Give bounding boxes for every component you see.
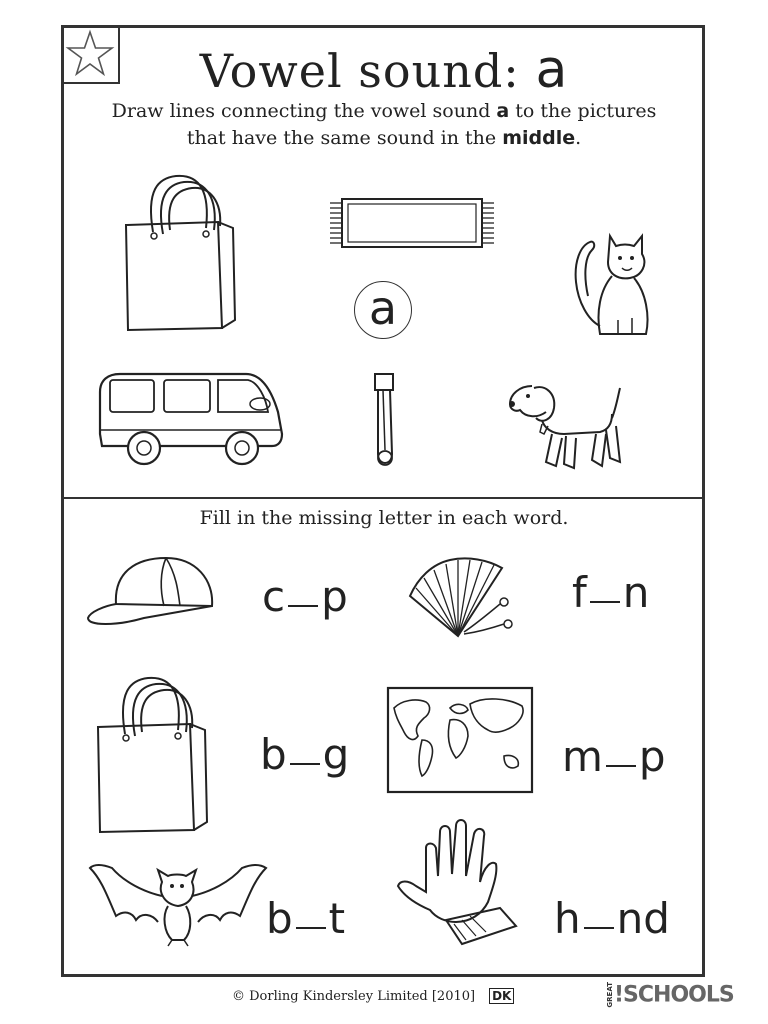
map-picture xyxy=(384,684,536,796)
rug-picture[interactable] xyxy=(328,195,498,253)
title-text: Vowel sound: xyxy=(199,44,520,98)
word-cap[interactable] xyxy=(262,572,348,621)
instr-line1-bold: a xyxy=(496,100,510,122)
word-map-blank[interactable] xyxy=(606,765,636,767)
instr-line1-pre: Draw lines connecting the vowel sound xyxy=(111,100,497,122)
bat-picture xyxy=(88,852,268,948)
instructions xyxy=(0,98,768,152)
word-bat-end: t xyxy=(328,894,346,943)
map-icon xyxy=(384,684,536,796)
vowel-letter-circle[interactable]: a xyxy=(354,281,412,339)
section-divider xyxy=(61,497,705,499)
word-cap-blank[interactable] xyxy=(288,605,318,607)
cap-icon xyxy=(86,552,220,632)
hand-picture xyxy=(396,818,518,948)
word-bag-end: g xyxy=(322,730,350,779)
word-bat-start: b xyxy=(266,894,293,943)
bag-icon xyxy=(118,170,243,335)
van-icon xyxy=(96,370,286,470)
word-bag[interactable] xyxy=(260,730,349,779)
fan-picture xyxy=(406,552,518,644)
cap-picture xyxy=(86,552,220,632)
great-text: GREAT xyxy=(606,982,614,1008)
page-title xyxy=(0,40,768,100)
word-cap-end: p xyxy=(321,572,348,621)
word-bat-blank[interactable] xyxy=(296,927,326,929)
instr-line2-bold: middle xyxy=(502,127,576,149)
word-cap-start: c xyxy=(262,572,286,621)
bat-icon xyxy=(88,852,268,948)
cat-picture[interactable] xyxy=(560,230,660,342)
schools-text: !SCHOOLS xyxy=(614,982,734,1008)
word-fan[interactable] xyxy=(572,568,649,617)
word-fan-start: f xyxy=(572,568,587,617)
word-map-start: m xyxy=(562,732,603,781)
copyright-text: © Dorling Kindersley Limited [2010] xyxy=(232,989,476,1004)
dk-logo: DK xyxy=(489,988,514,1004)
dog-picture[interactable] xyxy=(504,378,628,478)
instr-line1-post: to the pictures xyxy=(509,100,657,122)
safety-pin-picture[interactable] xyxy=(366,370,402,472)
word-map-end: p xyxy=(638,732,666,781)
word-bat[interactable] xyxy=(266,894,345,943)
bag-picture-2 xyxy=(90,672,215,837)
word-hand-start: h xyxy=(554,894,581,943)
footer-copyright xyxy=(232,988,514,1004)
fan-icon xyxy=(406,552,518,644)
word-map[interactable] xyxy=(562,732,666,781)
word-hand[interactable] xyxy=(554,894,670,943)
rug-icon xyxy=(328,195,498,253)
word-bag-blank[interactable] xyxy=(290,763,320,765)
title-letter: a xyxy=(535,40,569,100)
schools-word: SCHOOLS xyxy=(623,982,734,1008)
greatschools-logo[interactable] xyxy=(606,982,734,1008)
instr-line2-pre: that have the same sound in the xyxy=(186,127,503,149)
dog-icon xyxy=(504,378,628,478)
word-fan-blank[interactable] xyxy=(590,601,620,603)
bag-picture-1[interactable] xyxy=(118,170,243,335)
word-hand-blank[interactable] xyxy=(584,927,614,929)
cat-icon xyxy=(560,230,660,342)
word-bag-start: b xyxy=(260,730,287,779)
word-fan-end: n xyxy=(622,568,650,617)
hand-icon xyxy=(396,818,518,948)
safety-pin-icon xyxy=(366,370,402,472)
instr-line2-post: . xyxy=(575,127,582,149)
van-picture[interactable] xyxy=(96,370,286,470)
bag-icon xyxy=(90,672,215,837)
word-hand-end: nd xyxy=(616,894,670,943)
section2-instruction: Fill in the missing letter in each word. xyxy=(199,507,569,529)
